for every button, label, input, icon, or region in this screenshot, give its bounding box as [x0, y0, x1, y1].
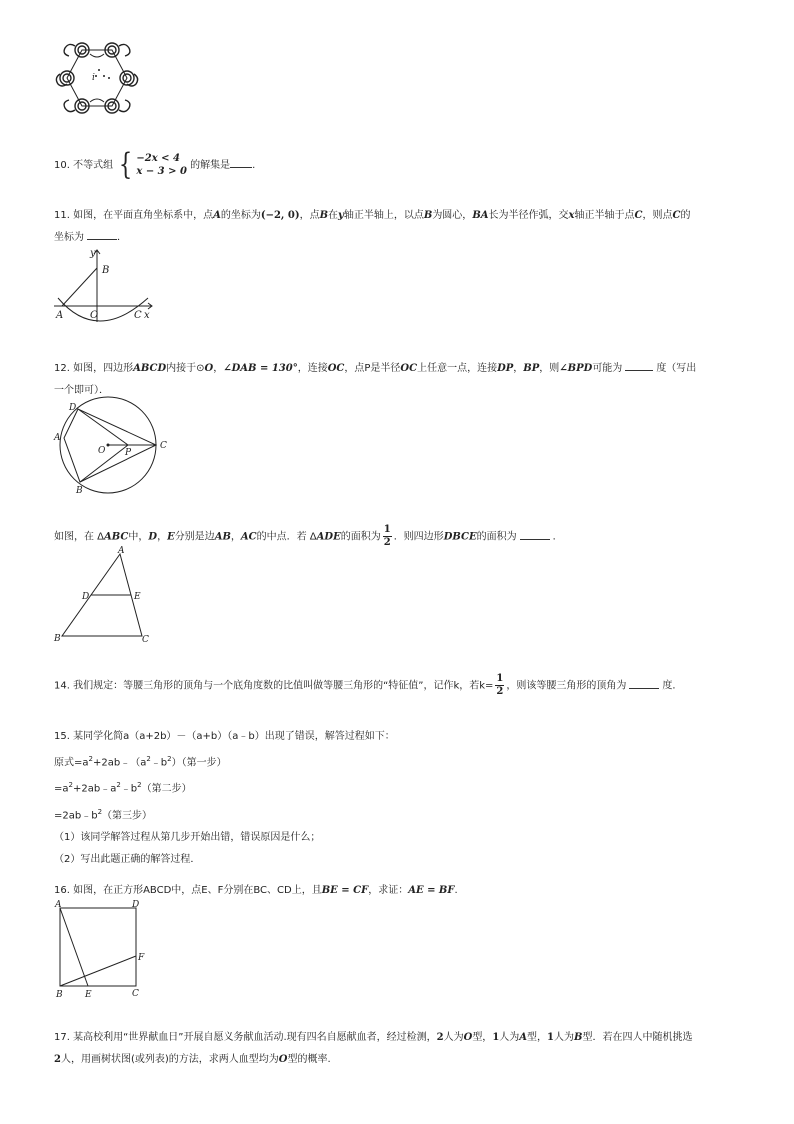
fig-label-B: B	[76, 486, 83, 496]
q16-math: BE = CF	[321, 885, 369, 896]
fig-label-C: C	[160, 441, 167, 451]
exponent: 2	[146, 755, 151, 763]
q14-text: ，则该等腰三角形的顶角为	[506, 680, 627, 692]
fig-label-x: x	[144, 310, 150, 321]
q17-text: 人为	[499, 1032, 520, 1043]
q13-text: ，	[157, 531, 168, 543]
q12-math: DP	[497, 363, 514, 374]
fig-label-A: A	[56, 310, 64, 321]
q11-text: ．	[117, 232, 127, 243]
q12-text: 度（写出	[656, 363, 697, 374]
q12-math: OC	[400, 363, 418, 374]
q17-number: 1	[492, 1032, 500, 1043]
q13-text: 分别是边	[174, 531, 215, 543]
q13-text: 的面积为	[340, 531, 381, 543]
q17-math: O	[463, 1032, 473, 1043]
q12-text: ，点P是半径	[344, 363, 401, 374]
fig-label-D: D	[69, 403, 77, 413]
q12-text: 上任意一点，连接	[417, 363, 498, 374]
q13-text: 的面积为	[476, 531, 517, 543]
step-text: （第二步）	[141, 783, 192, 795]
q11-coord: (−2, 0)	[260, 210, 300, 221]
q16-text: ，求证：	[368, 885, 409, 896]
question-16	[54, 880, 744, 902]
q11-text: 长为半径作弧，交	[488, 210, 569, 221]
exponent: 2	[116, 781, 121, 790]
q12-math: OC	[327, 363, 345, 374]
q12-text: 12. 如图，四边形	[54, 363, 134, 374]
segment-BF	[60, 956, 136, 986]
q13-fraction	[383, 524, 392, 549]
q12-text-line2: 一个即可）．	[54, 385, 109, 396]
q11-text: 为圆心，	[432, 210, 473, 221]
step-text: +2ab﹣（a	[92, 757, 147, 769]
q11-text: ，则点	[642, 210, 673, 221]
question-15	[54, 726, 744, 871]
fig-label-C: C	[132, 989, 139, 999]
fraction-denominator: 2	[496, 686, 504, 697]
q17-number: 2	[54, 1054, 61, 1065]
q14-text: 14. 我们规定：等腰三角形的顶角与一个底角度数的比值叫做等腰三角形的“特征值”，记作k，若k=	[54, 680, 494, 692]
fig-label-B: B	[54, 634, 61, 644]
exponent: 2	[137, 781, 142, 790]
q17-math: O	[278, 1054, 288, 1065]
q12-answer-blank[interactable]	[625, 358, 653, 371]
q15-subquestion-2: （2）写出此题正确的解答过程．	[54, 853, 201, 865]
q13-math: D	[148, 531, 158, 543]
q17-text: 17. 某高校利用“世界献血日”开展自愿义务献血活动.现有四名自愿献血者，经过检测，	[54, 1032, 437, 1043]
q13-math: ABC	[104, 531, 129, 543]
q11-text: 轴正半轴上，以点	[343, 210, 424, 221]
q10-prefix: 10. 不等式组	[54, 160, 114, 171]
q10-inequality-system	[116, 147, 187, 182]
step-text: =a	[54, 783, 69, 795]
center-point-O	[107, 444, 110, 447]
q9-ornament-figure	[52, 40, 142, 120]
q12-math: O	[204, 363, 214, 374]
fig-label-B: B	[56, 990, 63, 1000]
q12-text: 可能为	[592, 363, 623, 374]
q15-step1	[54, 748, 744, 774]
fig-label-D: D	[82, 592, 90, 602]
step-text: ）（第一步）	[171, 757, 227, 769]
q10-suffix: 的解集是	[190, 160, 231, 171]
q15-step3	[54, 801, 744, 827]
question-14	[54, 673, 744, 698]
q12-text: 内接于⊙	[166, 363, 205, 374]
exponent: 2	[97, 807, 103, 816]
q13-math: DBCE	[443, 531, 477, 543]
q12-math: ∠DAB = 130°	[223, 363, 298, 374]
q13-text: 如图，在 Δ	[54, 531, 105, 543]
q10-end: .	[252, 160, 256, 171]
q11-math: C	[634, 210, 643, 221]
q17-text: 人为	[443, 1032, 464, 1043]
q17-math: A	[519, 1032, 528, 1043]
q13-text: 的中点．若 Δ	[256, 531, 317, 543]
q17-number: 1	[547, 1032, 555, 1043]
q12-figure	[52, 398, 172, 498]
segment-DP	[78, 409, 128, 445]
fig-label-y: y	[90, 248, 96, 259]
brace-symbol: {	[119, 147, 133, 182]
q10-answer-blank[interactable]	[230, 155, 252, 168]
fig-label-A: A	[55, 900, 62, 910]
fig-label-B: B	[102, 265, 110, 276]
exponent: 2	[167, 755, 172, 763]
q13-figure	[52, 546, 157, 646]
fig-label-D: D	[132, 900, 140, 910]
step-text: 原式=a	[54, 757, 89, 769]
question-10	[54, 147, 744, 182]
q11-math: B	[319, 210, 329, 221]
fig-label-F: F	[138, 953, 145, 963]
q11-text: 轴正半轴于点	[574, 210, 635, 221]
q13-text: ，	[230, 531, 241, 543]
fig-label-P: P	[125, 448, 132, 458]
exponent: 2	[68, 781, 73, 790]
q13-text: 中，	[128, 531, 149, 543]
step-text: ﹣b	[120, 783, 138, 795]
step-text: （第三步）	[102, 809, 153, 821]
question-11	[54, 205, 744, 249]
q17-text: 人为	[554, 1032, 575, 1043]
fig-label-C: C	[134, 310, 142, 321]
q12-math: BP	[523, 363, 540, 374]
q14-fraction	[495, 673, 504, 698]
q13-text: ．	[552, 531, 563, 543]
q16-math: AE = BF	[408, 885, 455, 896]
q15-subquestion-1: （1）该同学解答过程从第几步开始出错，错误原因是什么；	[54, 831, 321, 843]
q11-math: C	[672, 210, 681, 221]
q12-math: ABCD	[133, 363, 167, 374]
q14-answer-blank[interactable]	[629, 676, 659, 689]
q13-answer-blank[interactable]	[520, 527, 550, 540]
segment-AE	[60, 908, 88, 986]
q17-text: 型，	[527, 1032, 548, 1043]
q11-math: A	[213, 210, 221, 221]
q16-text: 16. 如图，在正方形ABCD中，点E、F分别在BC、CD上，且	[54, 885, 322, 896]
q11-text: ，点	[299, 210, 320, 221]
q17-text: 型的概率.	[287, 1054, 331, 1065]
q12-text: ，连接	[297, 363, 328, 374]
q12-text: ，则	[539, 363, 560, 374]
square-ABCD	[60, 908, 136, 986]
fig-label-E: E	[134, 592, 141, 602]
q11-text: 在	[328, 210, 339, 221]
q11-text: 的	[680, 210, 691, 221]
question-13	[54, 524, 744, 549]
q11-math: BA	[472, 210, 489, 221]
exponent: 2	[88, 755, 93, 763]
q17-number: 2	[436, 1032, 444, 1043]
fig-label-C: C	[142, 635, 149, 645]
q16-text: .	[454, 885, 458, 896]
question-17	[54, 1027, 744, 1071]
q11-math: y	[338, 210, 344, 221]
q14-text: 度．	[662, 680, 683, 692]
fraction-numerator: 1	[496, 673, 504, 684]
q17-math: B	[574, 1032, 583, 1043]
q10-inequality-2: x − 3 > 0	[136, 166, 187, 177]
segment-AB	[62, 268, 97, 306]
q11-figure	[52, 246, 162, 324]
fig-label-A: A	[118, 546, 125, 556]
q13-text: ．则四边形	[393, 531, 444, 543]
q11-text: 坐标为	[54, 232, 84, 243]
fig-label-E: E	[85, 990, 92, 1000]
q10-inequality-1: −2x < 4	[136, 153, 180, 164]
q13-math: E	[167, 531, 175, 543]
fig-label-O: O	[98, 446, 106, 456]
step-text: +2ab﹣a	[72, 783, 117, 795]
q17-text: 人，用画树状图(或列表)的方法，求两人血型均为	[60, 1054, 279, 1065]
q13-math: ADE	[316, 531, 341, 543]
fig-label-O: O	[90, 310, 99, 321]
q9-fig-label-i: i	[92, 73, 95, 83]
q13-math: AC	[240, 531, 257, 543]
q13-math: AB	[214, 531, 231, 543]
question-12	[54, 358, 744, 402]
q11-math: x	[568, 210, 575, 221]
q11-text: 11. 如图，在平面直角坐标系中，点	[54, 210, 214, 221]
q16-figure	[52, 900, 152, 1002]
q12-text: ，	[513, 363, 524, 374]
step-text: ﹣b	[150, 757, 168, 769]
q12-math: ∠BPD	[559, 363, 593, 374]
q17-text: 型．若在四人中随机挑选	[582, 1032, 693, 1043]
q15-step2	[54, 774, 744, 800]
fraction-denominator: 2	[383, 537, 391, 548]
step-text: =2ab﹣b	[54, 809, 98, 821]
q12-text: ，	[213, 363, 224, 374]
q15-intro: 15. 某同学化简a（a+2b）－（a+b）（a﹣b）出现了错误，解答过程如下：	[54, 731, 395, 742]
fig-label-A: A	[54, 433, 61, 443]
fraction-numerator: 1	[383, 524, 391, 535]
q17-text: 型，	[472, 1032, 493, 1043]
q11-math: B	[423, 210, 433, 221]
q11-text: 的坐标为	[220, 210, 261, 221]
q11-answer-blank[interactable]	[87, 227, 117, 240]
